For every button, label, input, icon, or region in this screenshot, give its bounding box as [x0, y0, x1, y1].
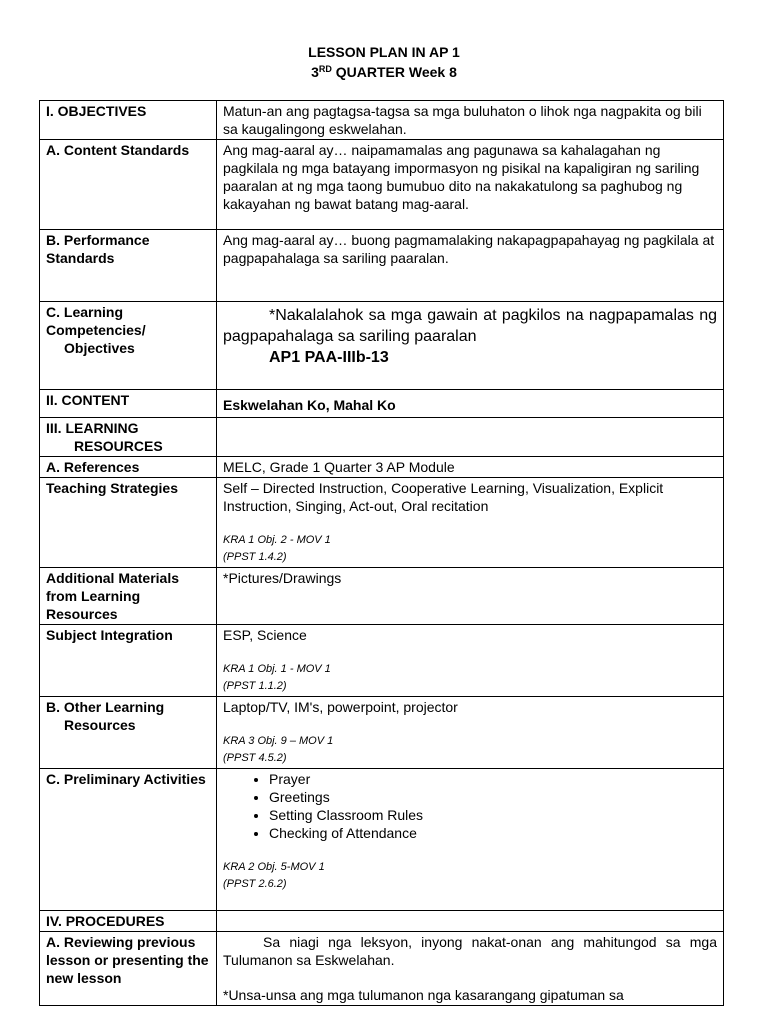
ppst-note: (PPST 2.6.2) — [223, 878, 287, 890]
learning-resources-label: III. LEARNING RESOURCES — [40, 418, 217, 457]
preliminary-cell — [217, 769, 724, 911]
row-content-standards — [40, 140, 724, 230]
references-text: MELC, Grade 1 Quarter 3 AP Module — [217, 457, 724, 478]
preliminary-list — [223, 770, 717, 842]
row-learning-resources — [40, 418, 724, 457]
other-resources-text: Laptop/TV, IM's, powerpoint, projector — [223, 699, 458, 715]
teaching-strategies-text: Self – Directed Instruction, Cooperative Learning, Visualization, Explicit Instruction, Singing, Act-out, Oral recitation — [223, 480, 664, 514]
performance-standards-text: Ang mag-aaral ay… buong pagmamalaking nakapagpapahayag ng pagkilala at pagpapahalaga sa sariling paaralan. — [217, 230, 724, 302]
objectives-text: Matun-an ang pagtagsa-tagsa sa mga buluhaton o lihok nga nagpakita og bili sa kaugalingong eskwelahan. — [217, 101, 724, 140]
list-item: • Checking of Attendance — [269, 824, 717, 842]
row-preliminary — [40, 769, 724, 911]
teaching-strategies-cell — [217, 478, 724, 568]
list-item: • Prayer — [269, 770, 717, 788]
reviewing-cell — [217, 932, 724, 1006]
performance-standards-label: B. Performance Standards — [40, 230, 217, 302]
content-label: II. CONTENT — [40, 390, 217, 418]
row-subject-integration — [40, 625, 724, 697]
additional-materials-label: Additional Materials from Learning Resources — [40, 568, 217, 625]
content-standards-label: A. Content Standards — [40, 140, 217, 230]
kra-note: KRA 1 Obj. 1 - MOV 1 — [223, 663, 331, 675]
row-teaching-strategies — [40, 478, 724, 568]
kra-note: KRA 3 Obj. 9 – MOV 1 — [223, 735, 334, 747]
row-performance-standards — [40, 230, 724, 302]
content-text: Eskwelahan Ko, Mahal Ko — [217, 390, 724, 418]
row-objectives — [40, 101, 724, 140]
reviewing-label: A. Reviewing previous lesson or presenting the new lesson — [40, 932, 217, 1006]
learning-competency-text: *Nakalalahok sa mga gawain at pagkilos na nagpapamalas ng pagpapahalaga sa sariling paaralan — [223, 307, 717, 345]
subject-integration-label: Subject Integration — [40, 625, 217, 697]
objectives-label: I. OBJECTIVES — [40, 101, 217, 140]
additional-materials-text: *Pictures/Drawings — [217, 568, 724, 625]
reviewing-text: Sa niagi nga leksyon, inyong nakat-onan ang mahitungod sa mga Tulumanon sa Eskwelahan. — [223, 934, 717, 968]
row-reviewing — [40, 932, 724, 1006]
lesson-plan-table — [39, 100, 724, 1006]
row-learning-competencies — [40, 302, 724, 390]
procedures-empty — [217, 911, 724, 932]
ppst-note: (PPST 4.5.2) — [223, 752, 287, 764]
learning-competencies-label: C. Learning Competencies/ Objectives — [40, 302, 217, 390]
learning-resources-empty — [217, 418, 724, 457]
row-content — [40, 390, 724, 418]
kra-note: KRA 1 Obj. 2 - MOV 1 — [223, 534, 331, 546]
list-item: • Setting Classroom Rules — [269, 806, 717, 824]
learning-competencies-cell — [217, 302, 724, 390]
other-resources-cell — [217, 697, 724, 769]
kra-note: KRA 2 Obj. 5-MOV 1 — [223, 861, 325, 873]
subject-integration-text: ESP, Science — [223, 627, 307, 643]
preliminary-label: C. Preliminary Activities — [40, 769, 217, 911]
other-resources-label: B. Other Learning Resources — [40, 697, 217, 769]
ppst-note: (PPST 1.1.2) — [223, 680, 287, 692]
row-references — [40, 457, 724, 478]
document-title: LESSON PLAN IN AP 1 — [308, 44, 460, 60]
competency-code: AP1 PAA-IIIb-13 — [269, 349, 389, 366]
row-additional-materials — [40, 568, 724, 625]
ppst-note: (PPST 1.4.2) — [223, 551, 287, 563]
reviewing-question: *Unsa-unsa ang mga tulumanon nga kasarangang gipatuman sa — [223, 987, 624, 1003]
row-other-resources — [40, 697, 724, 769]
subject-integration-cell — [217, 625, 724, 697]
content-standards-text: Ang mag-aaral ay… naipamamalas ang pagunawa sa kahalagahan ng pagkilala ng mga batayang impormasyon ng pisikal na kapaligiran ng sariling paaralan at ng mga taong bumubuo dito na nakakatulong sa paghubog ng kakayahan ng bawat batang mag-aaral. — [217, 140, 724, 230]
references-label: A. References — [40, 457, 217, 478]
row-procedures — [40, 911, 724, 932]
teaching-strategies-label: Teaching Strategies — [40, 478, 217, 568]
document-subtitle: 3RD QUARTER Week 8 — [311, 64, 457, 80]
list-item: • Greetings — [269, 788, 717, 806]
procedures-label: IV. PROCEDURES — [40, 911, 217, 932]
